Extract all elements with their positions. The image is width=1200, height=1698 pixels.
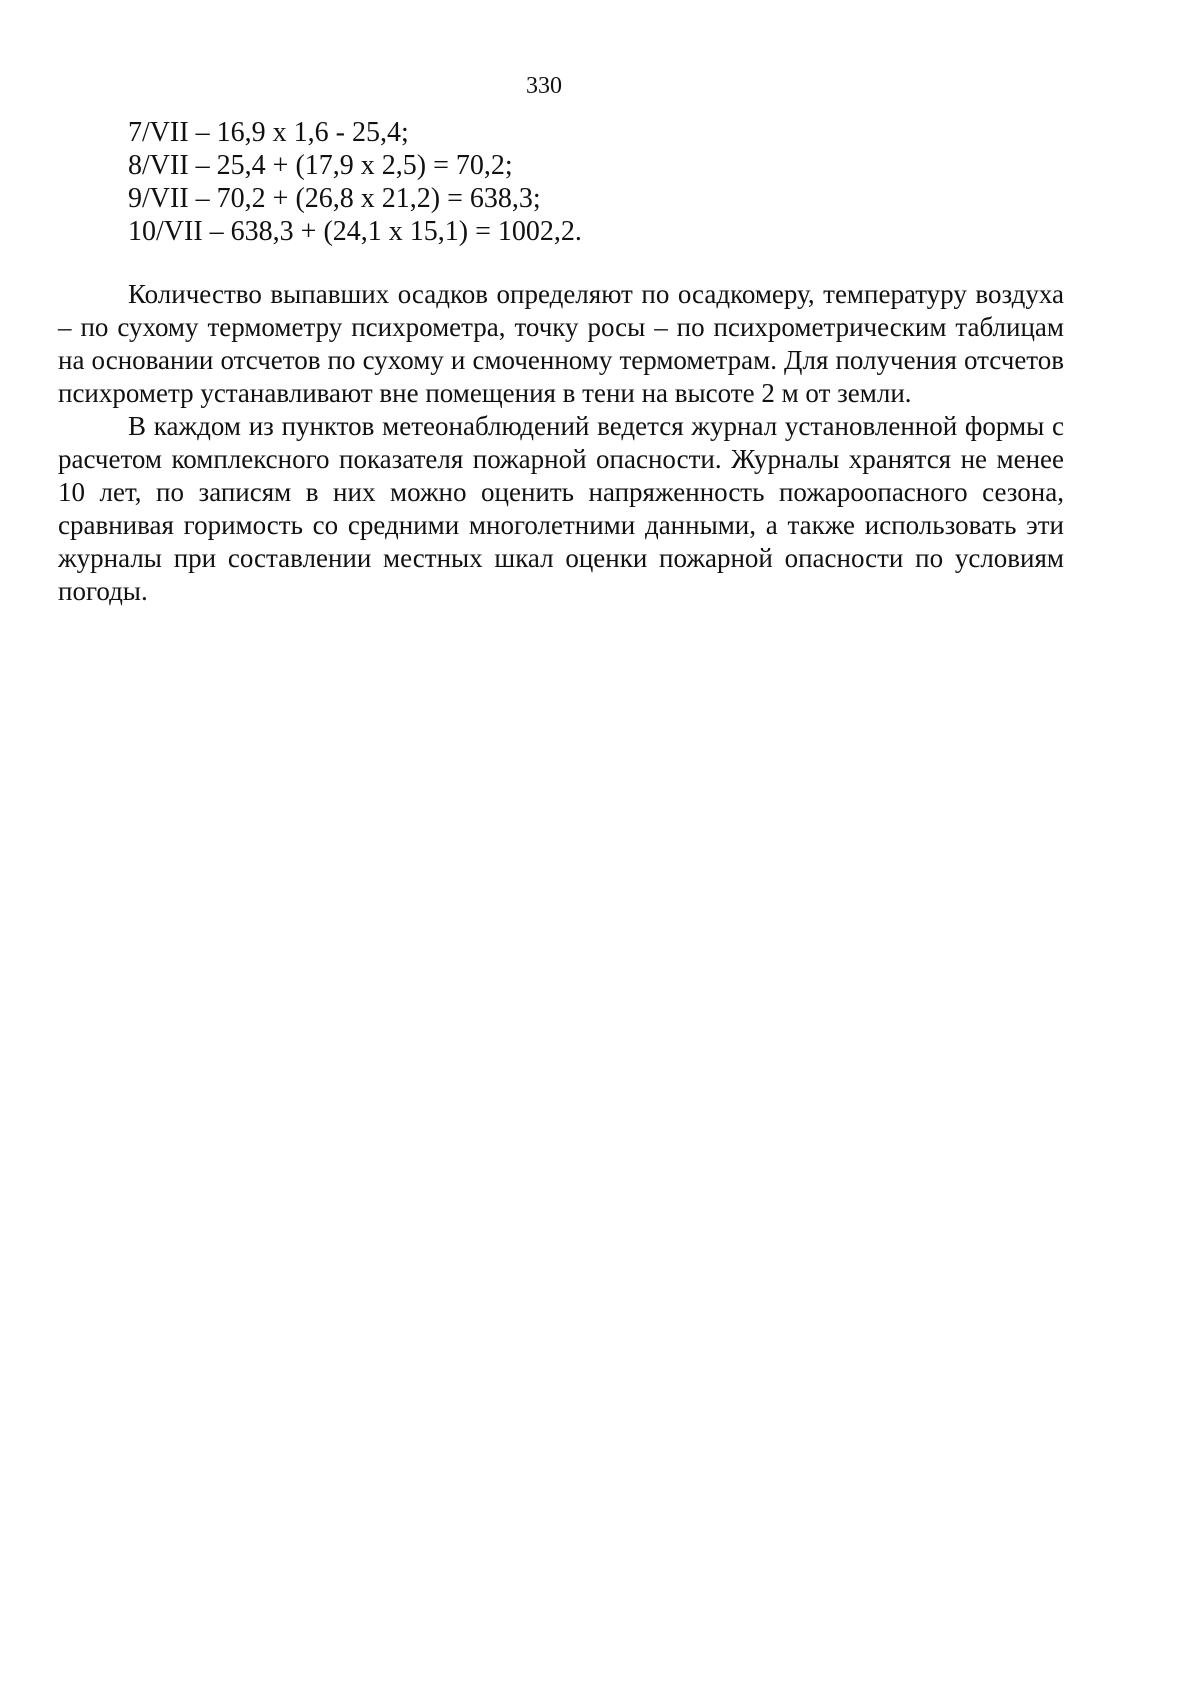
body-text	[58, 278, 1064, 608]
paragraph-precipitation: Количество выпавших осадков определяют по осадкомеру, температуру воздуха – по сухому термометру психрометра, точку росы – по психрометрическим таблицам на основании отсчетов по сухому и смоченному термометрам. Для получения отсчетов психрометр устанавливают вне помещения в тени на высоте 2 м от земли.	[58, 279, 1064, 408]
paragraph-journal: В каждом из пунктов метеонаблюдений ведется журнал установленной формы с расчетом комплексного показателя пожарной опасности. Журналы хранятся не менее 10 лет, по записям в них можно оценить напряженность пожароопасного сезона, сравнивая горимость со средними многолетними данными, а также использовать эти журналы при составлении местных шкал оценки пожарной опасности по условиям погоды.	[58, 411, 1064, 606]
formula-line: 8/VII – 25,4 + (17,9 х 2,5) = 70,2;	[128, 150, 513, 181]
formula-line: 10/VII – 638,3 + (24,1 х 15,1) = 1002,2.	[128, 216, 582, 247]
page-number: 330	[526, 73, 562, 99]
formula-line: 9/VII – 70,2 + (26,8 х 21,2) = 638,3;	[128, 183, 541, 214]
formula-list	[128, 116, 1028, 248]
formula-line: 7/VII – 16,9 х 1,6 - 25,4;	[128, 117, 409, 148]
